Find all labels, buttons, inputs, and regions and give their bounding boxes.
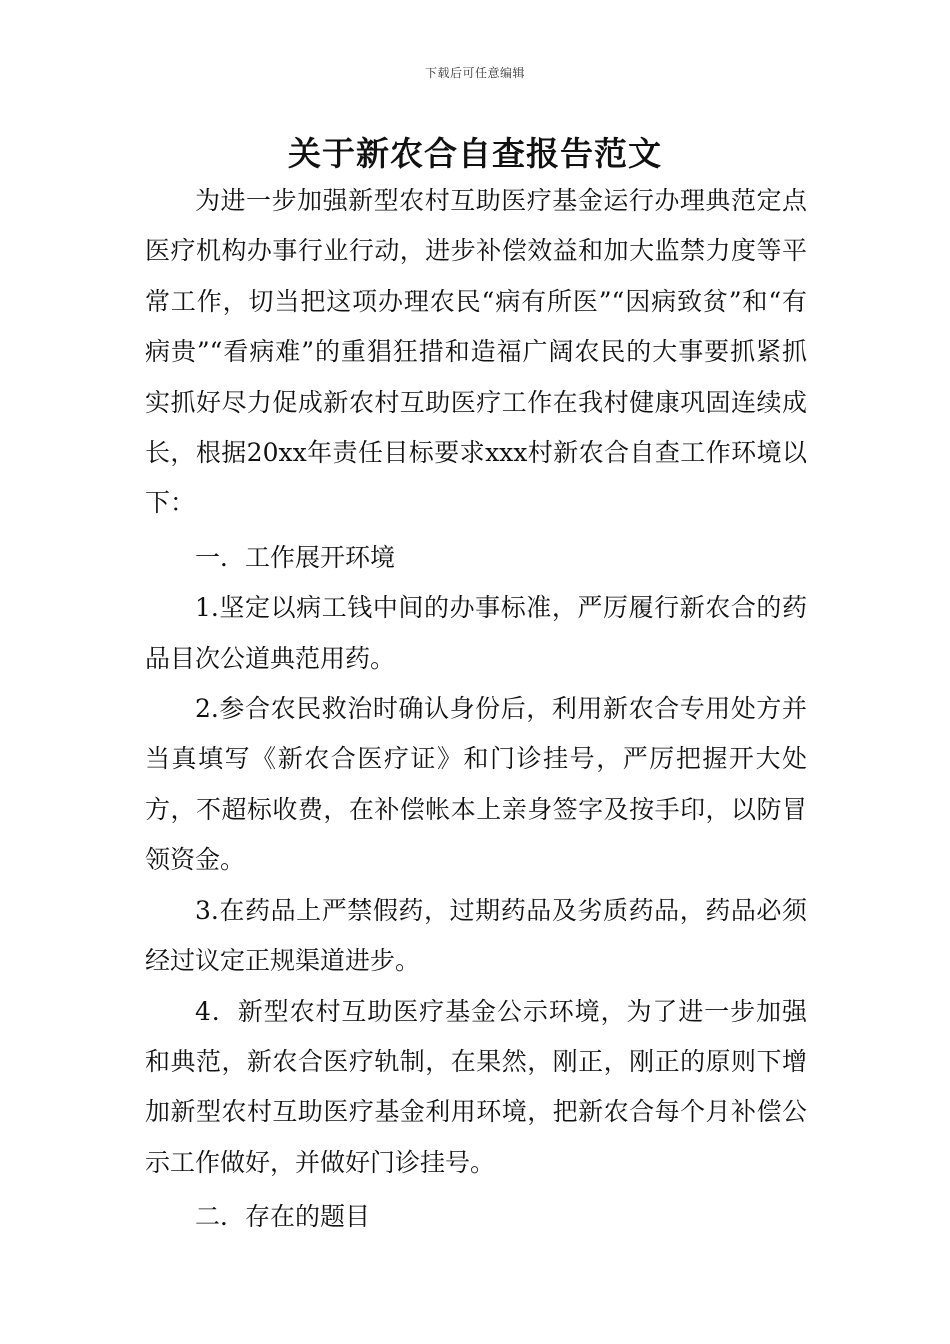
item-paragraph-2: 2.参合农民救治时确认身份后，利用新农合专用处方并当真填写《新农合医疗证》和门诊挂号，严厉把握开大处方，不超标收费，在补偿帐本上亲身签字及按手印，以防冒领资金。 xyxy=(145,694,807,875)
document-body xyxy=(145,176,807,1243)
intro-paragraph: 为进一步加强新型农村互助医疗基金运行办理典范定点医疗机构办事行业行动，进步补偿效益和加大监禁力度等平常工作，切当把这项办理农民“病有所医”“因病致贫”和“有病贵”“看病难”的重猖狂措和造福广阔农民的大事要抓紧抓实抓好尽力促成新农村互助医疗工作在我村健康巩固连续成长，根据20xx年责任目标要求xxx村新农合自查工作环境以下： xyxy=(145,186,807,518)
section-heading-2: 二．存在的题目 xyxy=(195,1202,371,1232)
item-paragraph-3: 3.在药品上严禁假药，过期药品及劣质药品，药品必须经过议定正规渠道进步。 xyxy=(145,895,807,976)
item-paragraph-4: 4．新型农村互助医疗基金公示环境，为了进一步加强和典范，新农合医疗轨制，在果然，刚正，刚正的原则下增加新型农村互助医疗基金利用环境，把新农合每个月补偿公示工作做好，并做好门诊挂号。 xyxy=(145,996,807,1177)
section-heading-1: 一．工作展开环境 xyxy=(195,542,396,572)
document-title: 关于新农合自查报告范文 xyxy=(288,134,662,173)
header-note: 下载后可任意编辑 xyxy=(424,66,525,80)
item-paragraph-1: 1.坚定以病工钱中间的办事标准，严厉履行新农合的药品目次公道典范用药。 xyxy=(145,593,807,673)
